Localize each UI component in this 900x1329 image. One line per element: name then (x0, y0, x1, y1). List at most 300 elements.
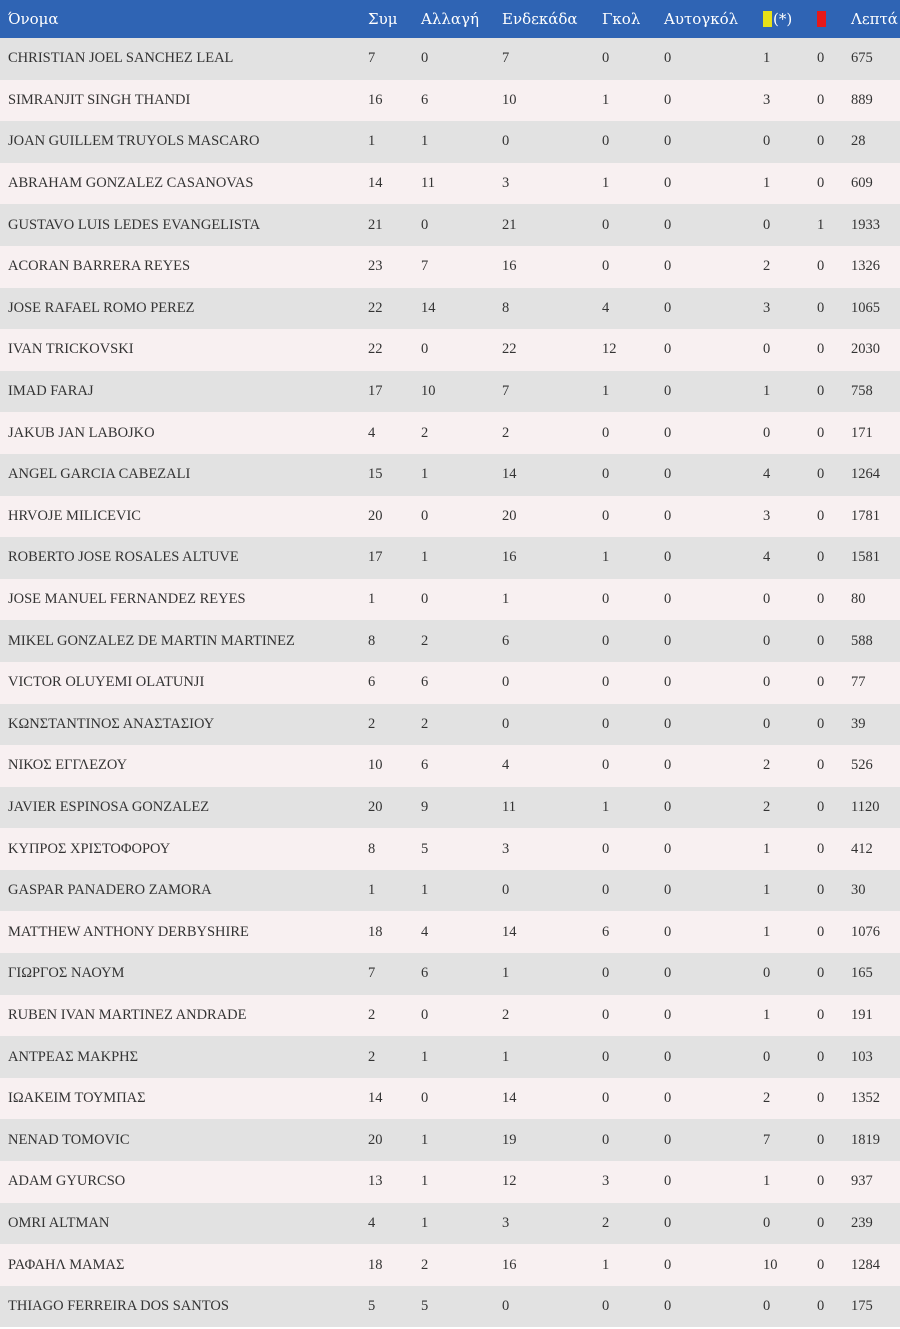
cell-minutes: 165 (851, 965, 873, 982)
cell-start: 2 (502, 424, 510, 441)
cell-goals: 0 (602, 507, 610, 524)
cell-yellow-cards: 1 (763, 840, 771, 857)
cell-yellow-cards: 1 (763, 923, 771, 940)
cell-own-goals: 0 (664, 424, 672, 441)
cell-red-cards: 0 (817, 466, 825, 483)
cell-start: 1 (502, 965, 510, 982)
table-row (0, 163, 900, 205)
header-sub[interactable]: Αλλαγή (421, 10, 479, 28)
cell-yellow-cards: 3 (763, 507, 771, 524)
cell-start: 3 (502, 840, 510, 857)
cell-own-goals: 0 (664, 1006, 672, 1023)
cell-own-goals: 0 (664, 923, 672, 940)
cell-yellow-cards: 0 (763, 965, 771, 982)
cell-own-goals: 0 (664, 674, 672, 691)
table-row (0, 1286, 900, 1328)
cell-yellow-cards: 10 (763, 1256, 778, 1273)
cell-start: 21 (502, 216, 517, 233)
cell-own-goals: 0 (664, 715, 672, 732)
cell-sub: 4 (421, 923, 429, 940)
header-start[interactable]: Ενδεκάδα (502, 10, 578, 28)
cell-yellow-cards: 1 (763, 1173, 771, 1190)
cell-name[interactable]: JOSE RAFAEL ROMO PEREZ (8, 299, 195, 316)
cell-goals: 0 (602, 466, 610, 483)
cell-minutes: 937 (851, 1173, 873, 1190)
cell-own-goals: 0 (664, 1256, 672, 1273)
cell-red-cards: 0 (817, 1173, 825, 1190)
cell-sub: 10 (421, 383, 436, 400)
cell-name[interactable]: ROBERTO JOSE ROSALES ALTUVE (8, 549, 239, 566)
table-row (0, 537, 900, 579)
cell-start: 14 (502, 466, 517, 483)
table-row (0, 80, 900, 122)
cell-goals: 0 (602, 840, 610, 857)
red-card-icon (817, 11, 826, 27)
cell-goals: 1 (602, 798, 610, 815)
cell-sub: 7 (421, 258, 429, 275)
table-row (0, 288, 900, 330)
header-name[interactable]: Όνομα (8, 10, 59, 28)
cell-apps: 22 (368, 299, 383, 316)
cell-start: 8 (502, 299, 510, 316)
cell-sub: 0 (421, 591, 429, 608)
cell-goals: 0 (602, 216, 610, 233)
cell-start: 12 (502, 1173, 517, 1190)
cell-minutes: 171 (851, 424, 873, 441)
cell-name[interactable]: IVAN TRICKOVSKI (8, 341, 134, 358)
cell-minutes: 80 (851, 591, 866, 608)
cell-start: 19 (502, 1131, 517, 1148)
cell-name[interactable]: ΚΥΠΡΟΣ ΧΡΙΣΤΟΦΟΡΟΥ (8, 840, 171, 857)
table-row (0, 704, 900, 746)
cell-own-goals: 0 (664, 50, 672, 67)
cell-sub: 0 (421, 507, 429, 524)
cell-name[interactable]: ΙΩΑΚΕΙΜ ΤΟΥΜΠΑΣ (8, 1090, 146, 1107)
cell-goals: 0 (602, 632, 610, 649)
cell-name[interactable]: CHRISTIAN JOEL SANCHEZ LEAL (8, 50, 234, 67)
cell-sub: 1 (421, 1214, 429, 1231)
cell-yellow-cards: 1 (763, 383, 771, 400)
cell-name[interactable]: MATTHEW ANTHONY DERBYSHIRE (8, 923, 249, 940)
cell-name[interactable]: JAKUB JAN LABOJKO (8, 424, 155, 441)
cell-start: 1 (502, 1048, 510, 1065)
table-row (0, 911, 900, 953)
cell-minutes: 1120 (851, 798, 880, 815)
cell-minutes: 675 (851, 50, 873, 67)
cell-yellow-cards: 1 (763, 882, 771, 899)
cell-red-cards: 0 (817, 50, 825, 67)
cell-own-goals: 0 (664, 341, 672, 358)
cell-goals: 2 (602, 1214, 610, 1231)
cell-apps: 4 (368, 424, 376, 441)
cell-start: 0 (502, 674, 510, 691)
cell-goals: 0 (602, 258, 610, 275)
cell-own-goals: 0 (664, 1298, 672, 1315)
table-row (0, 121, 900, 163)
cell-red-cards: 0 (817, 632, 825, 649)
cell-name[interactable]: ΑΝΤΡΕΑΣ ΜΑΚΡΗΣ (8, 1048, 139, 1065)
table-row (0, 246, 900, 288)
cell-yellow-cards: 0 (763, 715, 771, 732)
cell-name[interactable]: ABRAHAM GONZALEZ CASANOVAS (8, 175, 254, 192)
cell-sub: 0 (421, 341, 429, 358)
cell-minutes: 2030 (851, 341, 880, 358)
cell-own-goals: 0 (664, 757, 672, 774)
cell-goals: 0 (602, 1131, 610, 1148)
cell-yellow-cards: 4 (763, 466, 771, 483)
cell-own-goals: 0 (664, 133, 672, 150)
cell-own-goals: 0 (664, 1131, 672, 1148)
cell-apps: 20 (368, 798, 383, 815)
table-row (0, 620, 900, 662)
cell-start: 22 (502, 341, 517, 358)
cell-apps: 2 (368, 715, 376, 732)
cell-red-cards: 0 (817, 549, 825, 566)
cell-sub: 2 (421, 424, 429, 441)
cell-minutes: 103 (851, 1048, 873, 1065)
cell-goals: 6 (602, 923, 610, 940)
table-row (0, 38, 900, 80)
cell-red-cards: 0 (817, 757, 825, 774)
cell-minutes: 588 (851, 632, 873, 649)
cell-sub: 1 (421, 1131, 429, 1148)
table-body (0, 38, 900, 1327)
cell-goals: 0 (602, 1048, 610, 1065)
cell-apps: 4 (368, 1214, 376, 1231)
cell-red-cards: 0 (817, 299, 825, 316)
cell-name[interactable]: NENAD TOMOVIC (8, 1131, 130, 1148)
cell-yellow-cards: 1 (763, 50, 771, 67)
cell-own-goals: 0 (664, 258, 672, 275)
cell-own-goals: 0 (664, 632, 672, 649)
cell-minutes: 1933 (851, 216, 880, 233)
cell-minutes: 1352 (851, 1090, 880, 1107)
cell-minutes: 30 (851, 882, 866, 899)
cell-own-goals: 0 (664, 591, 672, 608)
table-row (0, 953, 900, 995)
cell-sub: 6 (421, 965, 429, 982)
cell-name[interactable]: JAVIER ESPINOSA GONZALEZ (8, 798, 210, 815)
cell-own-goals: 0 (664, 299, 672, 316)
cell-name[interactable]: ACORAN BARRERA REYES (8, 258, 191, 275)
cell-start: 14 (502, 1090, 517, 1107)
cell-apps: 8 (368, 632, 376, 649)
cell-name[interactable]: ΓΙΩΡΓΟΣ ΝΑΟΥΜ (8, 965, 125, 982)
cell-yellow-cards: 0 (763, 632, 771, 649)
cell-goals: 0 (602, 1006, 610, 1023)
cell-sub: 14 (421, 299, 436, 316)
cell-name[interactable]: SIMRANJIT SINGH THANDI (8, 91, 191, 108)
cell-yellow-cards: 0 (763, 1214, 771, 1231)
cell-goals: 1 (602, 91, 610, 108)
table-row (0, 412, 900, 454)
cell-apps: 7 (368, 965, 376, 982)
cell-own-goals: 0 (664, 549, 672, 566)
cell-name[interactable]: RUBEN IVAN MARTINEZ ANDRADE (8, 1006, 247, 1023)
cell-yellow-cards: 2 (763, 798, 771, 815)
cell-minutes: 1264 (851, 466, 880, 483)
cell-red-cards: 0 (817, 1256, 825, 1273)
cell-sub: 5 (421, 1298, 429, 1315)
cell-sub: 1 (421, 882, 429, 899)
cell-apps: 2 (368, 1006, 376, 1023)
cell-start: 16 (502, 1256, 517, 1273)
cell-own-goals: 0 (664, 840, 672, 857)
cell-apps: 6 (368, 674, 376, 691)
cell-sub: 1 (421, 466, 429, 483)
cell-apps: 8 (368, 840, 376, 857)
cell-goals: 1 (602, 1256, 610, 1273)
cell-own-goals: 0 (664, 1214, 672, 1231)
cell-start: 0 (502, 882, 510, 899)
header-red-cards[interactable] (817, 0, 851, 38)
cell-red-cards: 0 (817, 507, 825, 524)
cell-red-cards: 0 (817, 715, 825, 732)
cell-red-cards: 0 (817, 383, 825, 400)
cell-name[interactable]: ΚΩΝΣΤΑΝΤΙΝΟΣ ΑΝΑΣΤΑΣΙΟΥ (8, 715, 215, 732)
cell-own-goals: 0 (664, 1090, 672, 1107)
cell-apps: 18 (368, 923, 383, 940)
cell-name[interactable]: VICTOR OLUYEMI OLATUNJI (8, 674, 205, 691)
cell-red-cards: 0 (817, 840, 825, 857)
table-row (0, 1078, 900, 1120)
cell-apps: 22 (368, 341, 383, 358)
table-row (0, 745, 900, 787)
cell-yellow-cards: 2 (763, 757, 771, 774)
cell-red-cards: 0 (817, 424, 825, 441)
cell-apps: 16 (368, 91, 383, 108)
table-row (0, 995, 900, 1037)
cell-goals: 4 (602, 299, 610, 316)
cell-name[interactable]: ADAM GYURCSO (8, 1173, 126, 1190)
cell-yellow-cards: 0 (763, 341, 771, 358)
table-row (0, 662, 900, 704)
cell-name[interactable]: MIKEL GONZALEZ DE MARTIN MARTINEZ (8, 632, 295, 649)
table-row (0, 371, 900, 413)
cell-yellow-cards: 1 (763, 1006, 771, 1023)
cell-sub: 2 (421, 1256, 429, 1273)
cell-own-goals: 0 (664, 216, 672, 233)
cell-name[interactable]: ΝΙΚΟΣ ΕΓΓΛΕΖΟΥ (8, 757, 128, 774)
cell-sub: 1 (421, 133, 429, 150)
table-row (0, 496, 900, 538)
table-row (0, 579, 900, 621)
cell-sub: 0 (421, 1006, 429, 1023)
table-row (0, 329, 900, 371)
cell-minutes: 889 (851, 91, 873, 108)
cell-minutes: 1065 (851, 299, 880, 316)
cell-apps: 20 (368, 1131, 383, 1148)
cell-start: 16 (502, 258, 517, 275)
cell-red-cards: 0 (817, 1090, 825, 1107)
cell-red-cards: 0 (817, 1048, 825, 1065)
cell-name[interactable]: GASPAR PANADERO ZAMORA (8, 882, 212, 899)
table-row (0, 1036, 900, 1078)
header-yellow-label: (*) (773, 10, 793, 28)
cell-name[interactable]: GUSTAVO LUIS LEDES EVANGELISTA (8, 216, 261, 233)
cell-start: 1 (502, 591, 510, 608)
header-own-goals[interactable]: Αυτογκόλ (664, 10, 739, 28)
cell-red-cards: 0 (817, 798, 825, 815)
cell-goals: 1 (602, 175, 610, 192)
cell-minutes: 175 (851, 1298, 873, 1315)
cell-name[interactable]: HRVOJE MILICEVIC (8, 507, 141, 524)
cell-yellow-cards: 0 (763, 133, 771, 150)
cell-sub: 0 (421, 50, 429, 67)
cell-red-cards: 0 (817, 923, 825, 940)
cell-minutes: 758 (851, 383, 873, 400)
table-row (0, 1203, 900, 1245)
cell-sub: 6 (421, 91, 429, 108)
cell-minutes: 1581 (851, 549, 880, 566)
table-row (0, 454, 900, 496)
cell-apps: 20 (368, 507, 383, 524)
cell-yellow-cards: 3 (763, 91, 771, 108)
header-goals[interactable]: Γκολ (602, 10, 641, 28)
cell-yellow-cards: 2 (763, 258, 771, 275)
cell-start: 6 (502, 632, 510, 649)
cell-sub: 1 (421, 1173, 429, 1190)
cell-minutes: 1326 (851, 258, 880, 275)
cell-red-cards: 0 (817, 674, 825, 691)
cell-name[interactable]: ΡΑΦΑΗΛ ΜΑΜΑΣ (8, 1256, 125, 1273)
cell-apps: 17 (368, 383, 383, 400)
cell-goals: 12 (602, 341, 617, 358)
cell-own-goals: 0 (664, 507, 672, 524)
cell-apps: 10 (368, 757, 383, 774)
cell-red-cards: 0 (817, 1214, 825, 1231)
cell-start: 0 (502, 133, 510, 150)
cell-apps: 14 (368, 175, 383, 192)
cell-start: 10 (502, 91, 517, 108)
cell-start: 11 (502, 798, 516, 815)
cell-goals: 0 (602, 1298, 610, 1315)
cell-red-cards: 0 (817, 175, 825, 192)
cell-goals: 0 (602, 133, 610, 150)
cell-start: 20 (502, 507, 517, 524)
cell-sub: 0 (421, 1090, 429, 1107)
cell-apps: 21 (368, 216, 383, 233)
cell-minutes: 77 (851, 674, 866, 691)
cell-apps: 18 (368, 1256, 383, 1273)
table-row (0, 870, 900, 912)
cell-goals: 1 (602, 383, 610, 400)
cell-apps: 1 (368, 133, 376, 150)
cell-yellow-cards: 0 (763, 1048, 771, 1065)
cell-apps: 2 (368, 1048, 376, 1065)
cell-sub: 9 (421, 798, 429, 815)
cell-sub: 6 (421, 674, 429, 691)
cell-sub: 2 (421, 715, 429, 732)
cell-goals: 1 (602, 549, 610, 566)
cell-minutes: 1076 (851, 923, 880, 940)
cell-own-goals: 0 (664, 175, 672, 192)
cell-start: 3 (502, 1214, 510, 1231)
cell-apps: 17 (368, 549, 383, 566)
cell-yellow-cards: 0 (763, 216, 771, 233)
cell-red-cards: 0 (817, 91, 825, 108)
cell-goals: 0 (602, 715, 610, 732)
cell-name[interactable]: JOAN GUILLEM TRUYOLS MASCARO (8, 133, 260, 150)
cell-sub: 1 (421, 549, 429, 566)
header-yellow-cards[interactable] (763, 0, 817, 38)
cell-apps: 1 (368, 591, 376, 608)
cell-apps: 13 (368, 1173, 383, 1190)
cell-red-cards: 0 (817, 882, 825, 899)
cell-red-cards: 1 (817, 216, 825, 233)
cell-red-cards: 0 (817, 1298, 825, 1315)
cell-name[interactable]: OMRI ALTMAN (8, 1214, 110, 1231)
cell-goals: 0 (602, 50, 610, 67)
cell-apps: 7 (368, 50, 376, 67)
cell-start: 4 (502, 757, 510, 774)
cell-goals: 3 (602, 1173, 610, 1190)
cell-red-cards: 0 (817, 133, 825, 150)
cell-sub: 5 (421, 840, 429, 857)
cell-apps: 23 (368, 258, 383, 275)
cell-goals: 0 (602, 1090, 610, 1107)
cell-sub: 2 (421, 632, 429, 649)
cell-name[interactable]: JOSE MANUEL FERNANDEZ REYES (8, 591, 246, 608)
cell-own-goals: 0 (664, 383, 672, 400)
cell-minutes: 191 (851, 1006, 873, 1023)
cell-start: 3 (502, 175, 510, 192)
cell-sub: 1 (421, 1048, 429, 1065)
table-header (0, 0, 900, 38)
cell-red-cards: 0 (817, 1131, 825, 1148)
cell-yellow-cards: 0 (763, 1298, 771, 1315)
cell-goals: 0 (602, 674, 610, 691)
header-minutes[interactable]: Λεπτά (851, 10, 898, 28)
cell-sub: 11 (421, 175, 435, 192)
cell-start: 7 (502, 50, 510, 67)
cell-red-cards: 0 (817, 965, 825, 982)
cell-red-cards: 0 (817, 591, 825, 608)
cell-own-goals: 0 (664, 798, 672, 815)
cell-start: 7 (502, 383, 510, 400)
cell-name[interactable]: THIAGO FERREIRA DOS SANTOS (8, 1298, 229, 1315)
cell-yellow-cards: 0 (763, 674, 771, 691)
cell-own-goals: 0 (664, 1173, 672, 1190)
cell-sub: 0 (421, 216, 429, 233)
cell-minutes: 1284 (851, 1256, 880, 1273)
cell-name[interactable]: ANGEL GARCIA CABEZALI (8, 466, 191, 483)
cell-minutes: 412 (851, 840, 873, 857)
table-row (0, 1119, 900, 1161)
cell-own-goals: 0 (664, 965, 672, 982)
cell-yellow-cards: 3 (763, 299, 771, 316)
cell-minutes: 526 (851, 757, 873, 774)
cell-own-goals: 0 (664, 91, 672, 108)
cell-red-cards: 0 (817, 341, 825, 358)
table-row (0, 204, 900, 246)
header-apps[interactable]: Συμ (368, 10, 398, 28)
cell-minutes: 28 (851, 133, 866, 150)
cell-own-goals: 0 (664, 1048, 672, 1065)
cell-start: 16 (502, 549, 517, 566)
cell-apps: 14 (368, 1090, 383, 1107)
cell-yellow-cards: 0 (763, 591, 771, 608)
cell-own-goals: 0 (664, 466, 672, 483)
cell-goals: 0 (602, 757, 610, 774)
cell-yellow-cards: 0 (763, 424, 771, 441)
cell-minutes: 1819 (851, 1131, 880, 1148)
table-row (0, 828, 900, 870)
cell-goals: 0 (602, 424, 610, 441)
cell-minutes: 39 (851, 715, 866, 732)
cell-minutes: 239 (851, 1214, 873, 1231)
cell-name[interactable]: IMAD FARAJ (8, 383, 94, 400)
